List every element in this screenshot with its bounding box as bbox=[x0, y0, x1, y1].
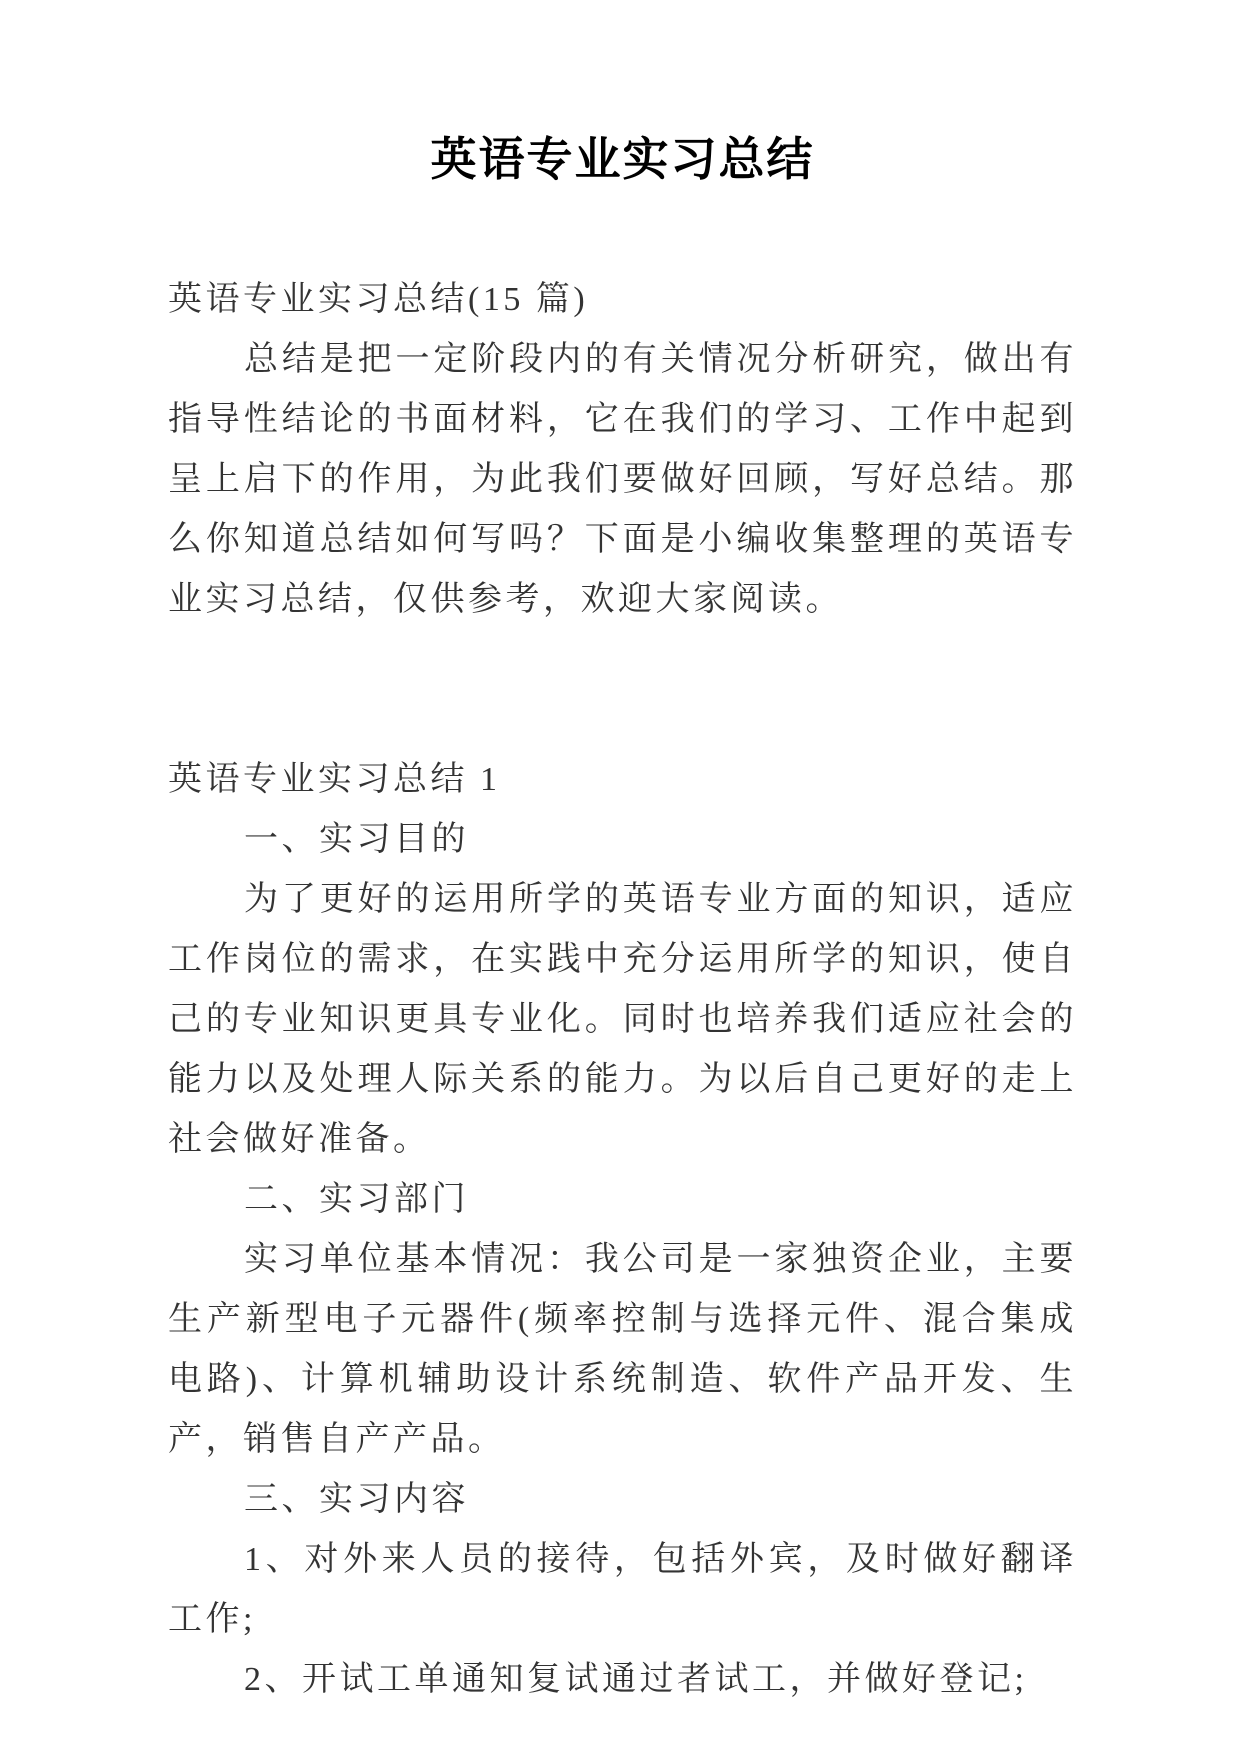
page-title: 英语专业实习总结 bbox=[430, 134, 815, 185]
paragraph-content-item-1: 1、对外来人员的接待，包括外宾，及时做好翻译工作; bbox=[168, 1541, 1077, 1638]
paragraph-heading-purpose: 一、实习目的 bbox=[244, 821, 469, 858]
paragraph-heading-content: 三、实习内容 bbox=[244, 1481, 469, 1518]
paragraph-subtitle: 英语专业实习总结(15 篇) bbox=[168, 281, 589, 318]
paragraph-content-item-2: 2、开试工单通知复试通过者试工，并做好登记; bbox=[244, 1661, 1028, 1698]
paragraph-section-title-1: 英语专业实习总结 1 bbox=[168, 761, 501, 798]
paragraph-spacer bbox=[168, 630, 1077, 750]
document-body bbox=[168, 270, 1077, 1710]
paragraph-department-body: 实习单位基本情况：我公司是一家独资企业，主要生产新型电子元器件(频率控制与选择元件、混合集成电路)、计算机辅助设计系统制造、软件产品开发、生产，销售自产产品。 bbox=[168, 1241, 1077, 1458]
paragraph-intro: 总结是把一定阶段内的有关情况分析研究，做出有指导性结论的书面材料，它在我们的学习、工作中起到呈上启下的作用，为此我们要做好回顾，写好总结。那么你知道总结如何写吗？下面是小编收集整理的英语专业实习总结，仅供参考，欢迎大家阅读。 bbox=[168, 341, 1077, 618]
paragraph-purpose-body: 为了更好的运用所学的英语专业方面的知识，适应工作岗位的需求，在实践中充分运用所学的知识，使自己的专业知识更具专业化。同时也培养我们适应社会的能力以及处理人际关系的能力。为以后自己更好的走上社会做好准备。 bbox=[168, 881, 1077, 1158]
paragraph-heading-department: 二、实习部门 bbox=[244, 1181, 469, 1218]
